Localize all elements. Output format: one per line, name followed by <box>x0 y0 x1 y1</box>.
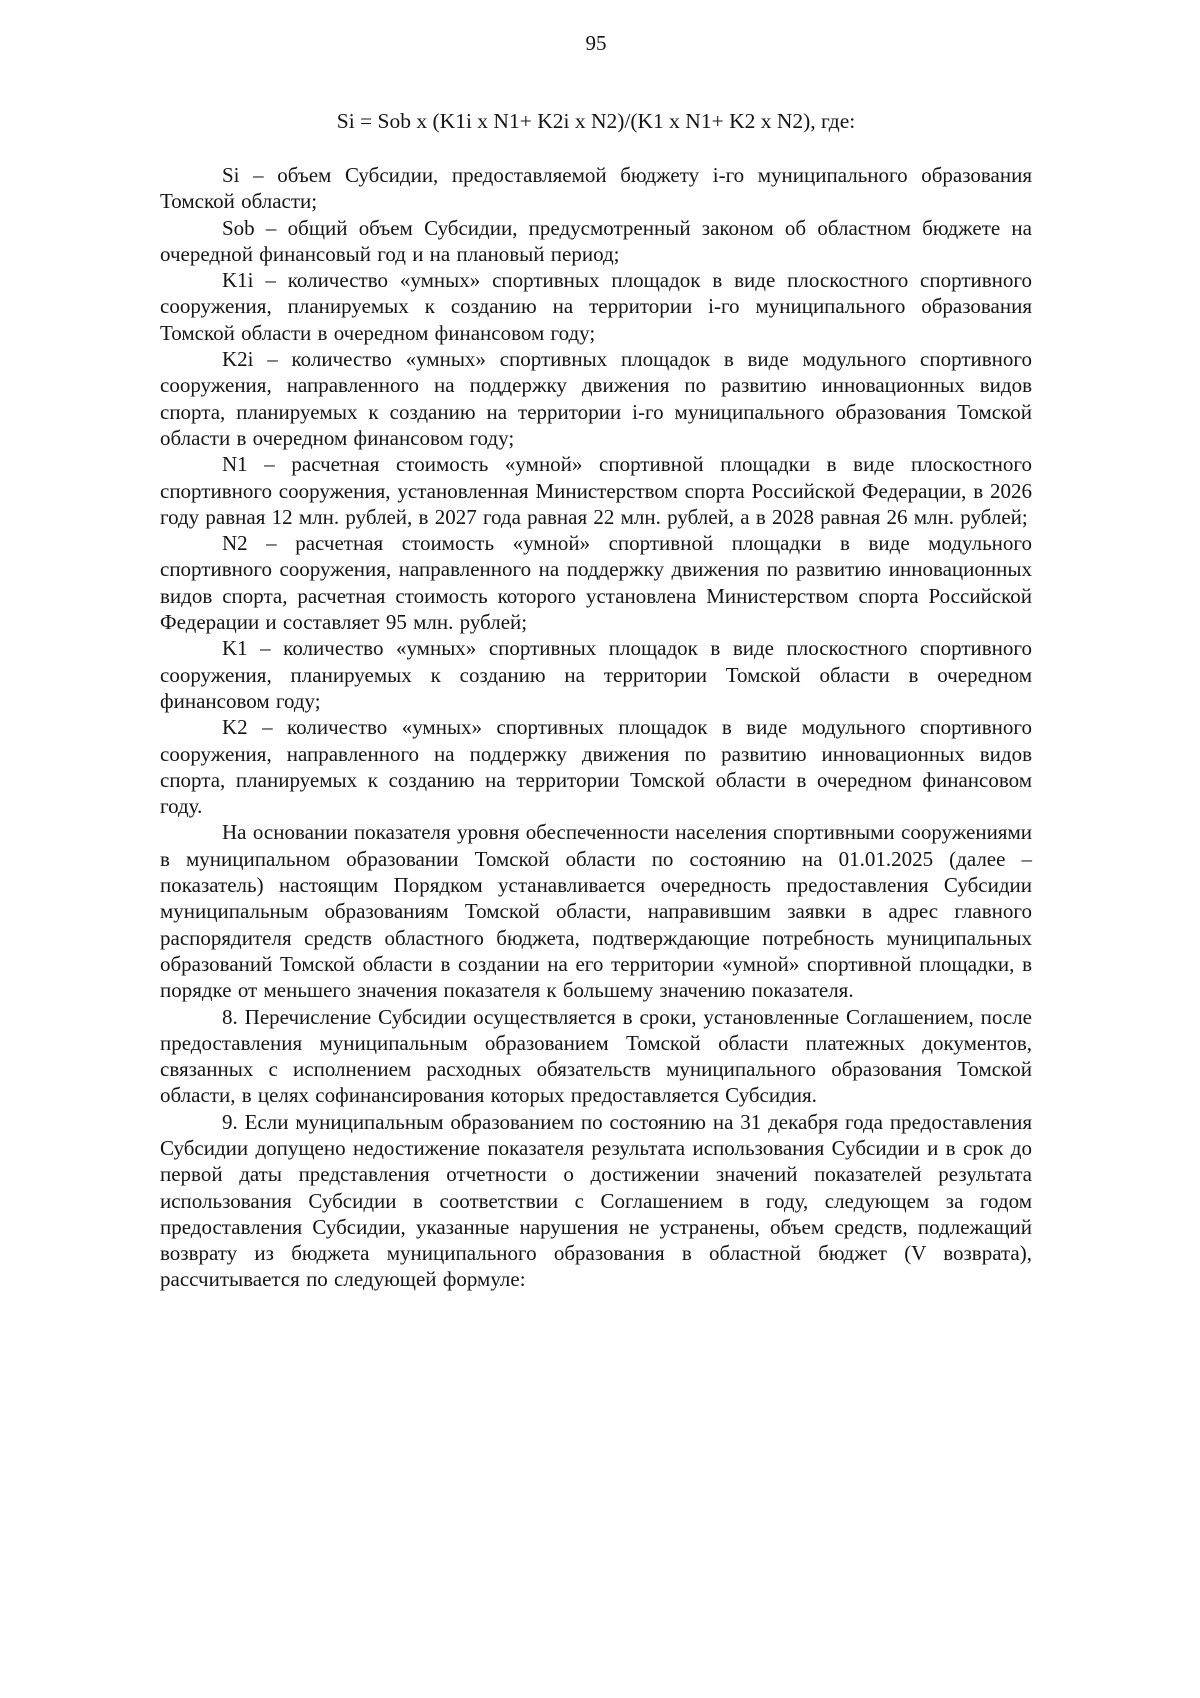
paragraph-k1i-definition: K1i – количество «умных» спортивных площадок в виде плоскостного спортивного сооружения, планируемых к созданию на территории i-го муниципального образования Томской области в очередном финансовом году; <box>160 268 1032 345</box>
paragraph-clause-9: 9. Если муниципальным образованием по состоянию на 31 декабря года предоставления Субсидии допущено недостижение показателя результата использования Субсидии и в срок до первой даты представления отчетности о достижении значений показателей результата использования Субсидии в соответствии с Соглашением в году, следующем за годом предоставления Субсидии, указанные нарушения не устранены, объем средств, подлежащий возврату из бюджета муниципального образования в областной бюджет (V возврата), рассчитывается по следующей формуле: <box>160 1109 1032 1292</box>
paragraph-si-definition: Si – объем Субсидии, предоставляемой бюджету i-го муниципального образования Томской области; <box>160 163 1032 214</box>
paragraph-k2-definition: K2 – количество «умных» спортивных площадок в виде модульного спортивного сооружения, направленного на поддержку движения по развитию инновационных видов спорта, планируемых к созданию на территории Томской области в очередном финансовом году. <box>160 715 1032 819</box>
subsidy-formula: Si = Sob x (K1i x N1+ K2i x N2)/(K1 x N1+ K2 x N2), где: <box>336 109 856 133</box>
document-body <box>160 162 1032 1293</box>
paragraph-n1-definition: N1 – расчетная стоимость «умной» спортивной площадки в виде плоскостного спортивного сооружения, установленная Министерством спорта Российской Федерации, в 2026 году равная 12 млн. рублей, в 2027 года равная 22 млн. рублей, а в 2028 равная 26 млн. рублей; <box>160 452 1032 529</box>
paragraph-n2-definition: N2 – расчетная стоимость «умной» спортивной площадки в виде модульного спортивного сооружения, направленного на поддержку движения по развитию инновационных видов спорта, расчетная стоимость которого установлена Министерством спорта Российской Федерации и составляет 95 млн. рублей; <box>160 531 1032 635</box>
paragraph-clause-8: 8. Перечисление Субсидии осуществляется в сроки, установленные Соглашением, после предоставления муниципальным образованием Томской области платежных документов, связанных с исполнением расходных обязательств муниципального образования Томской области, в целях софинансирования которых предоставляется Субсидия. <box>160 1004 1032 1108</box>
paragraph-sob-definition: Sob – общий объем Субсидии, предусмотренный законом об областном бюджете на очередной финансовый год и на плановый период; <box>160 215 1032 266</box>
paragraph-k1-definition: K1 – количество «умных» спортивных площадок в виде плоскостного спортивного сооружения, планируемых к созданию на территории Томской области в очередном финансовом году; <box>160 636 1032 713</box>
paragraph-priority-order: На основании показателя уровня обеспеченности населения спортивными сооружениями в муниципальном образовании Томской области по состоянию на 01.01.2025 (далее – показатель) настоящим Порядком устанавливается очередность предоставления Субсидии муниципальным образованиям Томской области, направившим заявки в адрес главного распорядителя средств областного бюджета, подтверждающие потребность муниципальных образований Томской области в создании на его территории «умной» спортивной площадки, в порядке от меньшего значения показателя к большему значению показателя. <box>160 820 1032 1003</box>
paragraph-k2i-definition: K2i – количество «умных» спортивных площадок в виде модульного спортивного сооружения, направленного на поддержку движения по развитию инновационных видов спорта, планируемых к созданию на территории i-го муниципального образования Томской области в очередном финансовом году; <box>160 347 1032 450</box>
page-number: 95 <box>585 31 607 55</box>
